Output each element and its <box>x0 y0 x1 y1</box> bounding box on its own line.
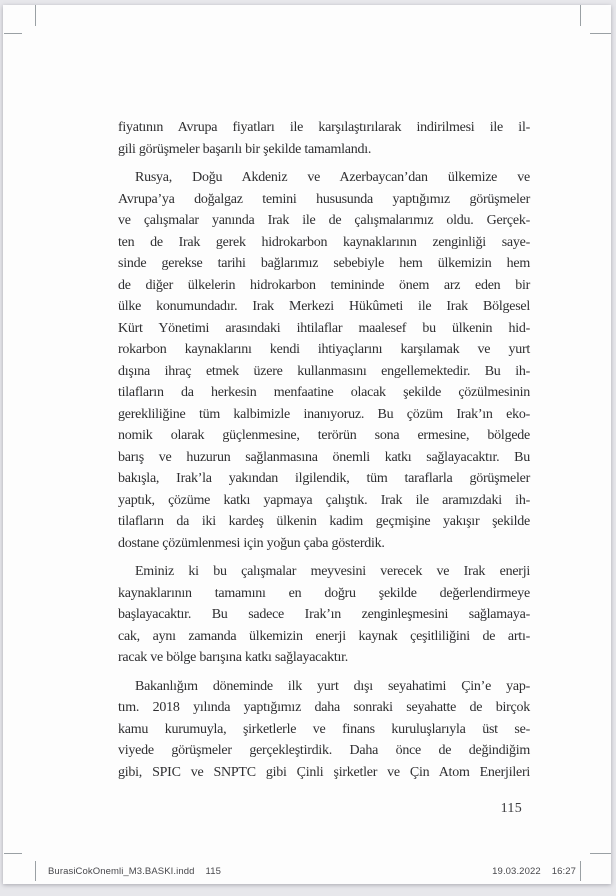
text-line: racak ve bölge barışına katkı sağlayacaktır. <box>118 650 349 665</box>
body-paragraph <box>118 117 530 160</box>
text-line: sinde gerekse tarihi bağlarımız sebebiyle hem ülkemizin hem <box>118 256 530 271</box>
print-slug-timestamp <box>492 866 576 877</box>
text-line: tım. 2018 yılında yaptığımız daha sonraki seyahatte de birçok <box>118 700 530 715</box>
body-paragraph <box>118 561 530 669</box>
text-line: tilafların da iki kardeş ülkenin kadim geçmişine yakışır şekilde <box>118 514 530 529</box>
crop-mark-icon <box>4 853 22 854</box>
body-paragraph <box>118 167 530 554</box>
crop-mark-icon <box>35 861 36 881</box>
text-line: barış ve huzurun sağlanmasına önemli katkı sağlayacaktır. Bu <box>118 449 530 465</box>
slug-time: 16:27 <box>551 866 576 877</box>
text-line: nomik olarak güçlenmesine, terörün sona ermesine, bölgede <box>118 428 530 443</box>
print-slug-filename <box>48 866 221 877</box>
text-line: yaptık, çözüme katkı yapmaya çalıştık. Irak ile aramızdaki ih- <box>118 492 530 508</box>
body-text <box>118 117 530 783</box>
text-line: de diğer ülkelerin hidrokarbon temininde önem arz eden bir <box>118 277 530 293</box>
slug-date: 19.03.2022 <box>492 866 541 877</box>
text-line: kaynaklarının tamamını en doğru şekilde değerlendirmeye <box>118 585 530 601</box>
body-paragraph <box>118 676 530 784</box>
text-line: gerekliliğine tüm kalbimizle inanıyoruz. Bu çözüm Irak’ın eko- <box>118 406 530 422</box>
page-number: 115 <box>500 801 522 816</box>
text-line: Kürt Yönetimi arasındaki ihtilaflar maalesef bu ülkenin hid- <box>118 320 530 336</box>
crop-mark-icon <box>580 861 581 881</box>
text-line: rokarbon kaynaklarını kendi ihtiyaçlarını karşılamak ve yurt <box>118 342 530 357</box>
text-line: Bakanlığım döneminde ilk yurt dışı seyahatimi Çin’e yap- <box>135 678 530 694</box>
text-line: gili görüşmeler başarılı bir şekilde tamamlandı. <box>118 141 372 157</box>
text-line: viyede görüşmeler gerçekleştirdik. Daha önce de değindiğim <box>118 743 530 758</box>
slug-file: BurasiCokOnemli_M3.BASKI.indd <box>48 866 195 877</box>
text-line: Rusya, Doğu Akdeniz ve Azerbaycan’dan ülkemize ve <box>135 170 530 185</box>
text-line: ülke konumundadır. Irak Merkezi Hükûmeti ile Irak Bölgesel <box>118 299 530 314</box>
crop-mark-icon <box>590 853 611 854</box>
text-line: tilafların da herkesin menfaatine olacak şekilde çözülmesinin <box>118 385 530 400</box>
text-line: dostane çözümlenmesi için yoğun çaba gösterdik. <box>118 535 385 551</box>
crop-mark-icon <box>580 5 581 26</box>
crop-mark-icon <box>4 33 22 34</box>
text-line: cak, aynı zamanda ülkemizin enerji kaynak çeşitliliğini de artı- <box>118 628 530 644</box>
text-line: ve çalışmalar yanında Irak ile de çalışmalarımız oldu. Gerçek- <box>118 213 530 228</box>
text-line: dışına ihraç etmek üzere kullanmasını engellemektedir. Bu ih- <box>118 363 530 379</box>
text-line: Eminiz ki bu çalışmalar meyvesini verecek ve Irak enerji <box>135 564 530 579</box>
text-line: ten de Irak gerek hidrokarbon kaynaklarının zenginliği saye- <box>118 234 530 250</box>
text-line: bakışla, Irak’la yakından ilgilendik, tüm taraflarla görüşmeler <box>118 471 530 486</box>
text-line: başlayacaktır. Bu sadece Irak’ın zenginleşmesini sağlamaya- <box>118 607 530 622</box>
text-line: kamu kurumuyla, şirketlerle ve finans kuruluşlarıyla üst se- <box>118 721 530 737</box>
text-line: gibi, SPIC ve SNPTC gibi Çinli şirketler ve Çin Atom Enerjileri <box>118 764 530 780</box>
slug-page-number: 115 <box>205 866 221 877</box>
text-line: fiyatının Avrupa fiyatları ile karşılaştırılarak indirilmesi ile il- <box>118 120 530 135</box>
text-line: Avrupa’ya doğalgaz temini hususunda yaptığımız görüşmeler <box>118 191 530 207</box>
crop-mark-icon <box>35 5 36 26</box>
crop-mark-icon <box>590 33 611 34</box>
